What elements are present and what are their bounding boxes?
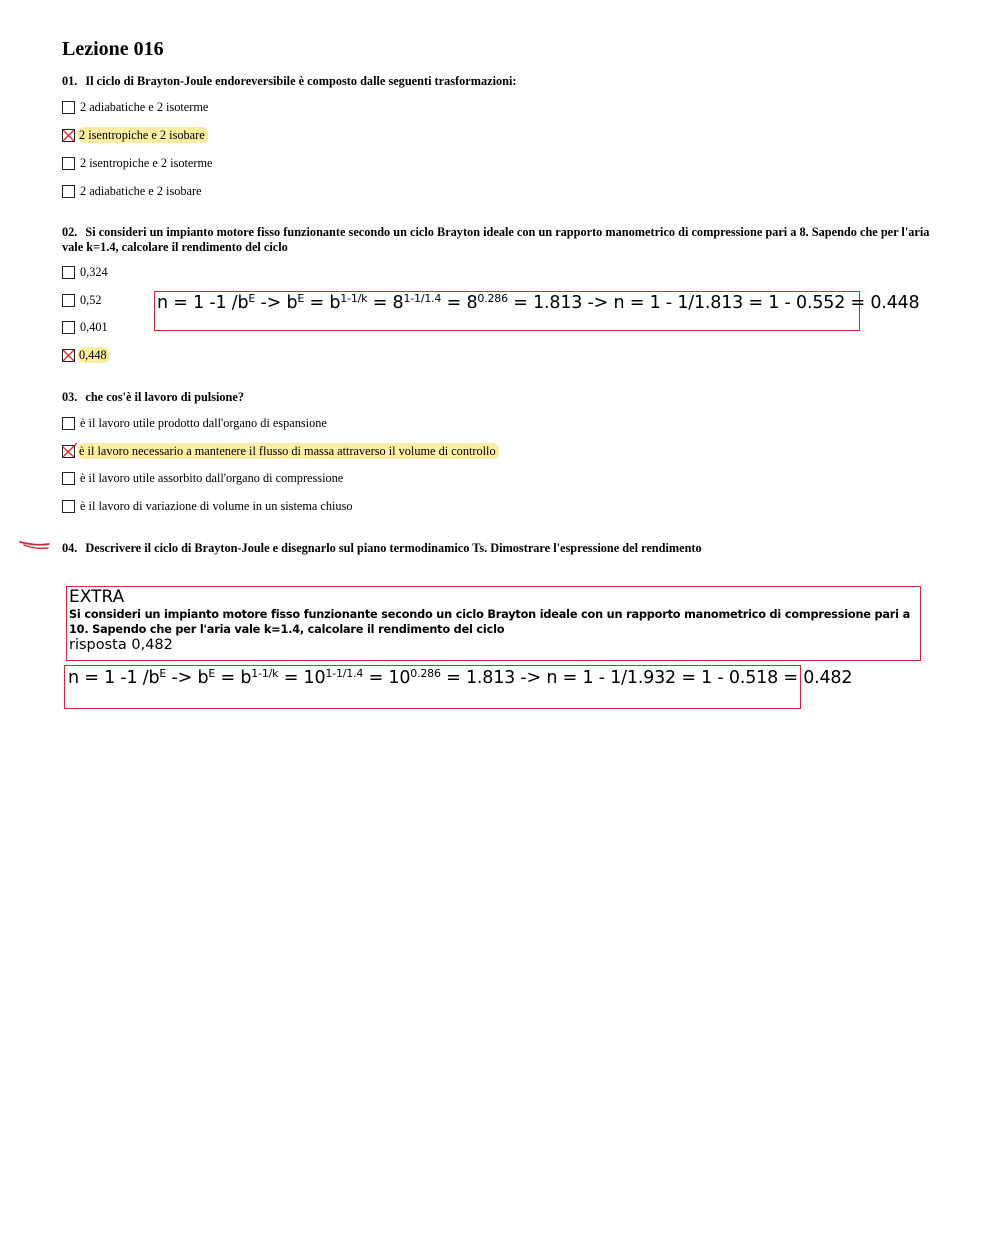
formula-part: = 1.813 -> n = 1 - 1/1.813 = 1 - 0.552 = 0.448 <box>513 293 920 313</box>
q1-option-3[interactable] <box>62 155 215 171</box>
question-3-label: che cos'è il lavoro di pulsione? <box>85 390 244 404</box>
question-1-number: 01. <box>62 74 78 88</box>
checkbox[interactable] <box>62 157 75 170</box>
formula-part: n = 1 -1 /b <box>68 668 160 688</box>
q3-option-2[interactable] <box>62 443 499 459</box>
formula-sup: 1-1/1.4 <box>325 667 364 680</box>
question-3-text <box>62 390 942 405</box>
checkbox[interactable] <box>62 500 75 513</box>
question-4-text <box>62 541 942 556</box>
option-label-selected: 0,448 <box>78 347 110 363</box>
formula-sup: 1-1/k <box>251 667 279 680</box>
formula-sup: 1-1/1.4 <box>403 292 442 305</box>
formula-part: -> b <box>171 668 209 688</box>
formula-part: = b <box>309 293 341 313</box>
checkbox[interactable] <box>62 266 75 279</box>
q1-option-4[interactable] <box>62 183 204 199</box>
annotation-formula-1 <box>157 293 919 313</box>
formula-sup: E <box>208 667 216 680</box>
formula-sup: 1-1/k <box>340 292 368 305</box>
option-label-selected: 2 isentropiche e 2 isobare <box>78 127 208 143</box>
checkbox[interactable] <box>62 417 75 430</box>
formula-sup: 0.286 <box>477 292 508 305</box>
checkbox[interactable] <box>62 101 75 114</box>
option-label-selected: è il lavoro necessario a mantenere il flusso di massa attraverso il volume di controllo <box>78 443 499 459</box>
checkbox-checked[interactable] <box>62 349 75 362</box>
question-2-text <box>62 225 937 255</box>
question-4-number: 04. <box>62 541 78 555</box>
checkbox-checked[interactable] <box>62 445 75 458</box>
checkbox[interactable] <box>62 472 75 485</box>
annotation-formula-2 <box>68 668 852 688</box>
checkbox[interactable] <box>62 294 75 307</box>
cross-mark-icon <box>62 129 75 142</box>
option-label: 2 adiabatiche e 2 isobare <box>80 184 202 198</box>
cross-mark-icon <box>62 442 78 458</box>
red-pen-mark-icon <box>18 538 52 552</box>
q2-option-1[interactable] <box>62 264 110 280</box>
formula-sup: 0.286 <box>410 667 441 680</box>
question-2-label: Si consideri un impianto motore fisso funzionante secondo un ciclo Brayton ideale con un rapporto manometrico di compressione pari a 8. Sapendo che per l'aria vale k=1.4, calcolare il rendimento del ciclo <box>62 225 930 254</box>
formula-sup: E <box>248 292 256 305</box>
extra-answer: risposta 0,482 <box>69 637 173 653</box>
formula-part: = 10 <box>368 668 411 688</box>
option-label: è il lavoro utile prodotto dall'organo di espansione <box>80 416 327 430</box>
checkbox[interactable] <box>62 321 75 334</box>
checkbox-checked[interactable] <box>62 129 75 142</box>
q2-option-2[interactable] <box>62 292 104 308</box>
cross-mark-icon <box>62 349 75 362</box>
question-1-label: Il ciclo di Brayton-Joule endoreversibile è composto dalle seguenti trasformazioni: <box>85 74 517 88</box>
checkbox[interactable] <box>62 185 75 198</box>
formula-sup: E <box>159 667 167 680</box>
option-label: 0,401 <box>80 320 108 334</box>
q1-option-2[interactable] <box>62 127 208 143</box>
formula-part: = 1.813 -> n = 1 - 1/1.932 = 1 - 0.518 = 0.482 <box>446 668 853 688</box>
extra-question: Si consideri un impianto motore fisso funzionante secondo un ciclo Brayton ideale con un rapporto manometrico di compressione pari a 10. Sapendo che per l'aria vale k=1.4, calcolare il rendimento del ciclo <box>69 608 911 636</box>
option-label: 2 adiabatiche e 2 isoterme <box>80 100 209 114</box>
q2-option-4[interactable] <box>62 347 110 363</box>
formula-part: = 8 <box>372 293 404 313</box>
formula-part: = b <box>220 668 252 688</box>
option-label: 0,324 <box>80 265 108 279</box>
extra-heading: EXTRA <box>69 587 125 607</box>
q3-option-3[interactable] <box>62 470 345 486</box>
q2-option-3[interactable] <box>62 319 110 335</box>
q3-option-1[interactable] <box>62 415 329 431</box>
question-1-text <box>62 74 942 89</box>
option-label: 0,52 <box>80 293 102 307</box>
page-title: Lezione 016 <box>62 38 164 60</box>
formula-part: = 10 <box>283 668 326 688</box>
option-label: è il lavoro di variazione di volume in un sistema chiuso <box>80 499 353 513</box>
formula-sup: E <box>297 292 305 305</box>
question-3-number: 03. <box>62 390 78 404</box>
q1-option-1[interactable] <box>62 99 210 115</box>
option-label: 2 isentropiche e 2 isoterme <box>80 156 213 170</box>
option-label: è il lavoro utile assorbito dall'organo di compressione <box>80 471 344 485</box>
formula-part: n = 1 -1 /b <box>157 293 249 313</box>
q3-option-4[interactable] <box>62 498 355 514</box>
formula-part: = 8 <box>446 293 478 313</box>
question-2-number: 02. <box>62 225 78 239</box>
question-4-label: Descrivere il ciclo di Brayton-Joule e disegnarlo sul piano termodinamico Ts. Dimostrare l'espressione del rendimento <box>85 541 702 555</box>
formula-part: -> b <box>260 293 298 313</box>
